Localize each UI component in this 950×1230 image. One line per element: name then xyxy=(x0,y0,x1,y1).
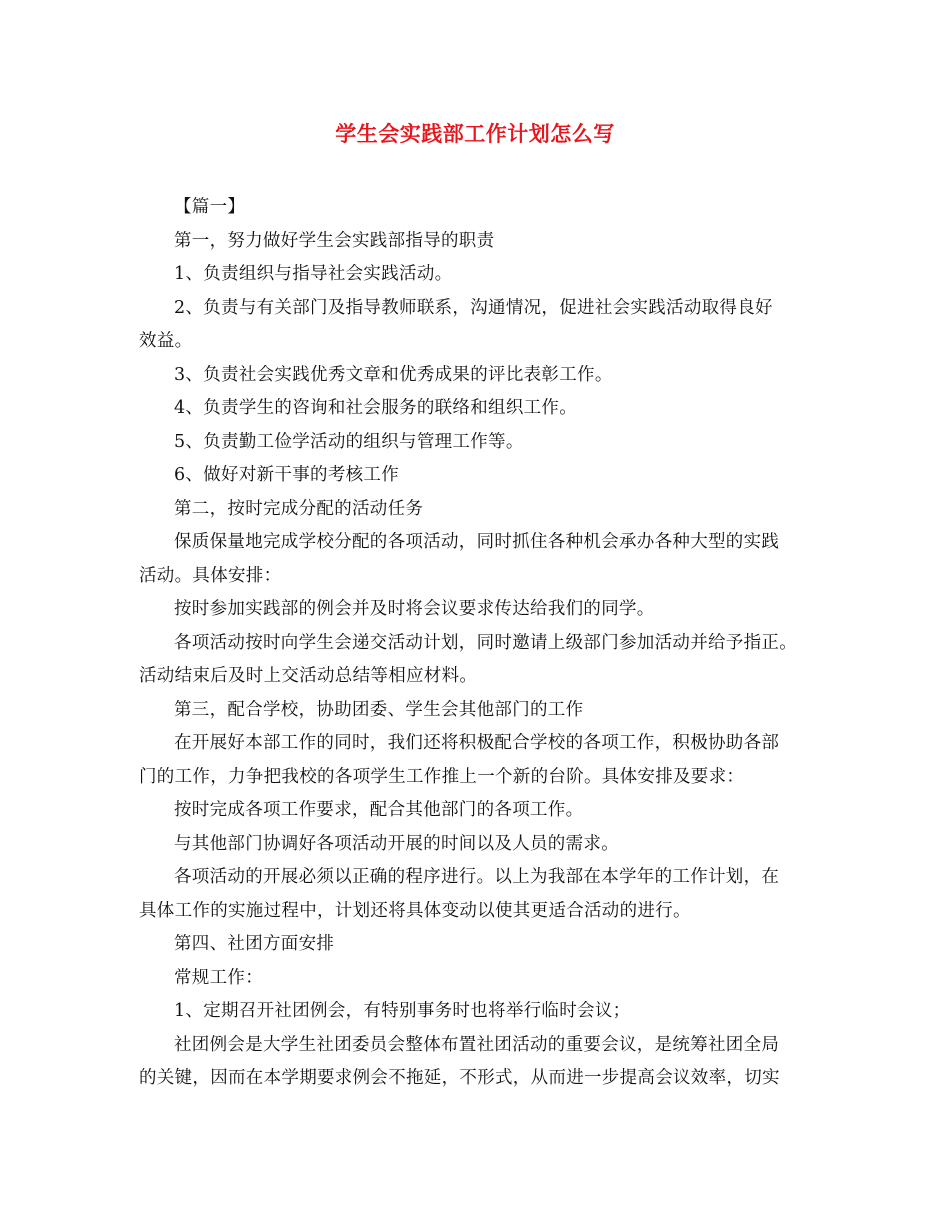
paragraph-line: 第二，按时完成分配的活动任务 xyxy=(174,498,424,519)
paragraph-line: 5、负责勤工俭学活动的组织与管理工作等。 xyxy=(174,431,524,452)
paragraph-line: 按时参加实践部的例会并及时将会议要求传达给我们的同学。 xyxy=(174,599,655,619)
paragraph-line: 常规工作： xyxy=(174,967,263,988)
document-body xyxy=(139,191,819,1096)
paragraph-line: 【篇一】 xyxy=(174,197,246,217)
document-title: 学生会实践部工作计划怎么写 xyxy=(335,121,615,146)
paragraph-line: 门的工作，力争把我校的各项学生工作推上一个新的台阶。具体安排及要求： xyxy=(139,766,745,787)
paragraph-line: 1、定期召开社团例会，有特别事务时也将举行临时会议； xyxy=(174,1001,631,1021)
paragraph-line: 与其他部门协调好各项活动开展的时间以及人员的需求。 xyxy=(174,833,619,854)
paragraph-line: 2、负责与有关部门及指导教师联系，沟通情况，促进社会实践活动取得良好 xyxy=(174,297,773,318)
paragraph-line: 4、负责学生的咨询和社会服务的联络和组织工作。 xyxy=(174,398,578,418)
paragraph-line: 3、负责社会实践优秀文章和优秀成果的评比表彰工作。 xyxy=(174,364,613,385)
paragraph-line: 1、负责组织与指导社会实践活动。 xyxy=(174,264,453,284)
paragraph-line: 社团例会是大学生社团委员会整体布置社团活动的重要会议，是统筹社团全局 xyxy=(174,1034,780,1055)
paragraph-line: 在开展好本部工作的同时，我们还将积极配合学校的各项工作，积极协助各部 xyxy=(174,733,780,753)
paragraph-line: 效益。 xyxy=(139,331,193,351)
paragraph-line: 第三，配合学校，协助团委、学生会其他部门的工作 xyxy=(174,699,584,720)
paragraph-line: 第一，努力做好学生会实践部指导的职责 xyxy=(174,230,495,251)
paragraph-line: 具体工作的实施过程中，计划还将具体变动以使其更适合活动的进行。 xyxy=(139,900,691,921)
paragraph-line: 按时完成各项工作要求，配合其他部门的各项工作。 xyxy=(174,800,584,820)
paragraph-line: 各项活动按时向学生会递交活动计划，同时邀请上级部门参加活动并给予指正。 xyxy=(174,632,797,653)
paragraph-line: 的关键，因而在本学期要求例会不拖延，不形式，从而进一步提高会议效率，切实 xyxy=(139,1068,780,1088)
paragraph-line: 6、做好对新干事的考核工作 xyxy=(174,465,400,485)
paragraph-line: 第四、社团方面安排 xyxy=(174,934,335,954)
paragraph-line: 活动。具体安排： xyxy=(139,565,282,586)
paragraph-line: 各项活动的开展必须以正确的程序进行。以上为我部在本学年的工作计划，在 xyxy=(174,867,780,887)
paragraph-line: 活动结束后及时上交活动总结等相应材料。 xyxy=(139,666,478,686)
paragraph-line: 保质保量地完成学校分配的各项活动，同时抓住各种机会承办各种大型的实践 xyxy=(174,532,780,552)
